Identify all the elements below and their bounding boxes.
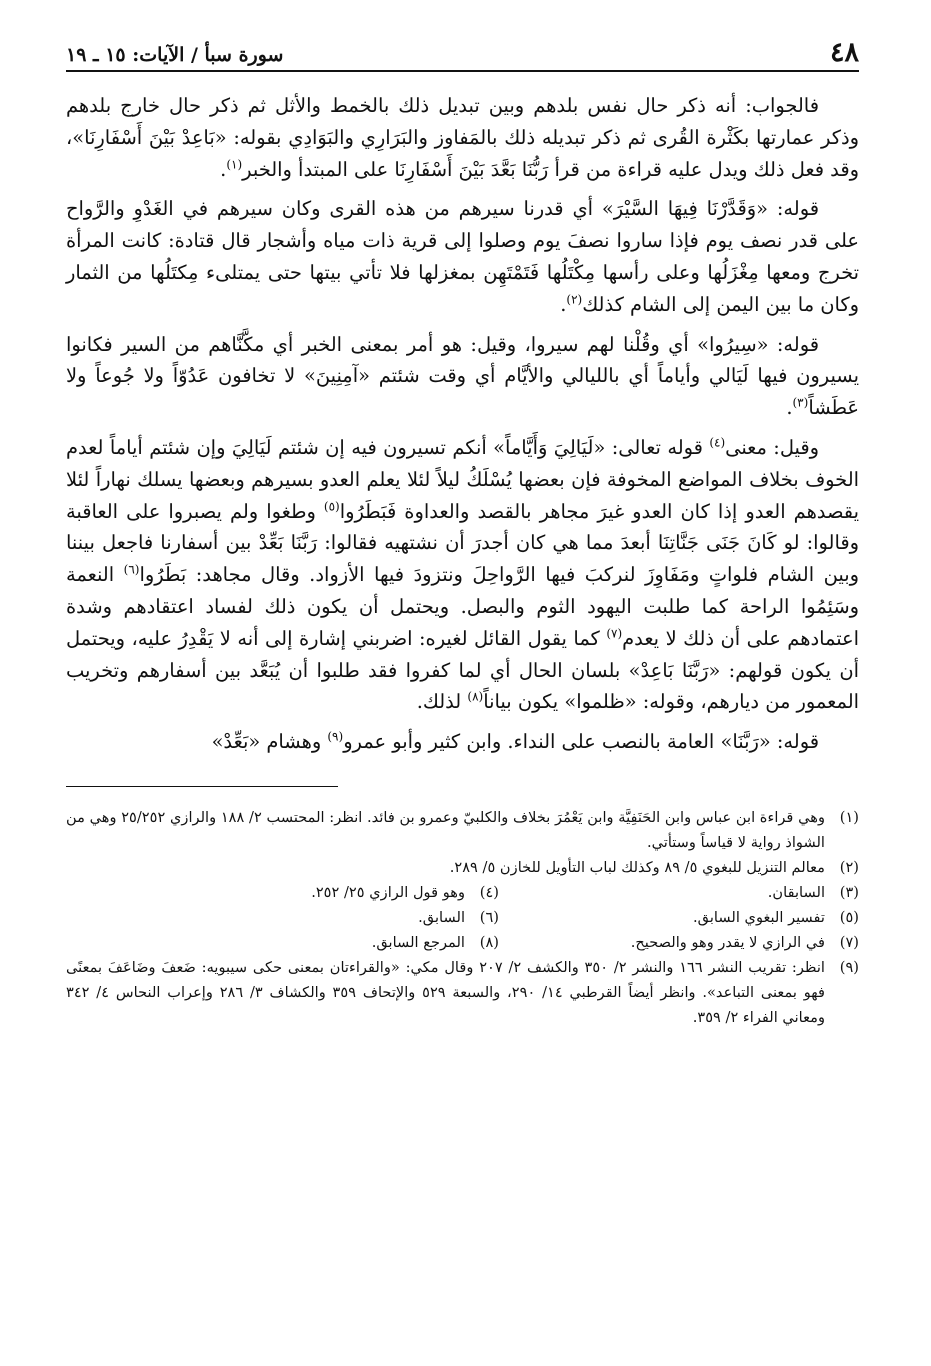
main-text: [66, 90, 859, 758]
footnote-pair: (٥) تفسير البغوي السابق. (٦) السابق.: [418, 908, 859, 926]
footnote-ref: (٣): [792, 395, 809, 410]
footnote: (٩) انظر: تقريب النشر ١٦٦ والنشر ٢/ ٣٥٠ والكشف ٢/ ٢٠٧ وقال مكي: «والقراءتان بمعنى حكى سيبويه: ضَعفَ وضَاعَفَ بمعنًى فهو بمعنى التباعد». وانظر أيضاً القرطبي ١٤/ ٢٩٠، والسبعة ٥٢٩ والإتحاف ٣٥٩ والكشاف ٣/ ٢٨٦ وإعراب النحاس ٤/ ٣٤٢ ومعاني الفراء ٢/ ٣٥٩.: [66, 958, 859, 1026]
footnote-ref: (٩): [327, 729, 344, 744]
footnote-pair: (٣) السابقان. (٤) وهو قول الرازي ٢٥/ ٢٥٢.: [311, 883, 859, 901]
footnotes: [66, 805, 859, 1030]
page-number: ٤٨: [829, 37, 859, 68]
footnote-ref: (٦): [123, 562, 140, 577]
footnote-ref: (٧): [606, 626, 623, 641]
paragraph: قوله: «وَقَدَّرْنَا فِيهَا السَّيْرَ» أي قدرنا سيرهم من هذه القرى وكان سيرهم في الغَدْوِ والرَّواح على قدر نصف يوم فإذا ساروا نصفَ يوم وصلوا إلى قرية ذات مياه وأشجار قال قتادة: كانت المرأة تخرج ومعها مِغْزَلُها وعلى رأسها مِكْتَلُها فَتَمْتَهِن بمغزلها فلا تأتي بيتها حتى يمتلىء مِكتَلُها من الثمار وكان ما بين اليمن إلى الشام كذلك$^{(٢)}$.: [66, 197, 859, 316]
footnote: (٢) معالم التنزيل للبغوي ٥/ ٨٩ وكذلك لباب التأويل للخازن ٥/ ٢٨٩.: [449, 858, 859, 876]
paragraph: قوله: «سِيرُوا» أي وقُلْنا لهم سيروا، وقيل: هو أمر بمعنى الخبر أي مكَّنَّاهم من السير فكانوا يسيرون فيها لَيَالي وأياماً أي بالليالي والأيَّام أي وقت شئتم «آمِنِينَ» لا تخافون عَدُوّاً ولا جُوعاً ولا عَطَشاً$^{(٣)}$.: [66, 332, 859, 420]
footnote-ref: (٤): [709, 435, 726, 450]
paragraph: قوله: «رَبَّنَا» العامة بالنصب على النداء. وابن كثير وأبو عمرو$^{(٩)}$ وهشام «بَعِّدْ»: [211, 729, 819, 754]
footnote-divider: [66, 786, 338, 787]
footnote-ref: (٥): [323, 499, 340, 514]
footnote-ref: (٨): [467, 689, 484, 704]
running-title: سورة سبأ / الآيات: ١٥ ـ ١٩: [66, 44, 284, 66]
footnote: (١) وهي قراءة ابن عباس وابن الحَنَفِيَّة وابن يَعْمُرَ بخلاف والكلبيّ وعمرو بن فائد. انظر: المحتسب ٢/ ١٨٨ والرازي ٢٥/٢٥٢ وهي من الشواذ رواية لا قياساً وستأتي.: [66, 808, 859, 851]
footnote-ref: (١): [226, 157, 243, 172]
footnote-ref: (٢): [566, 292, 583, 307]
page-header: [66, 34, 859, 72]
footnote-pair: (٧) في الرازي لا يقدر وهو والصحيح. (٨) المرجع السابق.: [371, 933, 859, 951]
paragraph: فالجواب: أنه ذكر حال نفس بلدهم وبين تبديل ذلك بالخمط والأثل ثم ذكر حال خارج بلدهم وذكر عمارتها بكَثْرة القُرى ثم ذكر تبديله ذلك بالمَفاوز والبَرَارِي والبَوَادِي بقوله: «بَاعِدْ بَيْنَ أَسْفَارِنَا»، وقد فعل ذلك ويدل عليه قراءة من قرأ رَبُّنَا بَعَّدَ بَيْنَ أَسْفَارِنَا على المبتدأ والخبر$^{(١)}$.: [66, 94, 859, 181]
paragraph: وقيل: معنى$^{(٤)}$ قوله تعالى: «لَيَالِيَ وَأَيَّاماً» أنكم تسيرون فيه إن شئتم لَيَالِيَ وإن شئتم أياماً لعدم الخوف بخلاف المواضع المخوفة فإن بعضها يُسْلَكُ ليلاً لئلا يعلم العدو بسيرهم وبعضها يسلك نهاراً لئلا يقصدهم العدو إذا كان العدو غيرَ مجاهر بالقصد والعداوة فَبَطَرُوا$^{(٥)}$ وطغوا ولم يصبروا على العاقبة وقالوا: لو كَانَ جَنَى جَنَّاتِنَا أبعدَ مما هي كان أجدرَ أن نشتهيه فقالوا: رَبَّنَا بَعِّدْ بين أسفارنا فاجعل بيننا وبين الشام فلواتٍ ومَفَاوِزَ لنركبَ فيها الرَّواحِلَ ونتزودَ فيها الأزواد. وقال مجاهد: بَطَرُوا$^{(٦)}$ النعمة وسَئِمُوا الراحة كما طلبت اليهود الثوم والبصل. ويحتمل أن يكون ذلك لفساد اعتقادهم وشدة اعتمادهم على أن ذلك لا يعدم$^{(٧)}$ كما يقول القائل لغيره: اضربني إشارة إلى أنه لا يَقْدِرُ عليه، ويحتمل أن يكون قولهم: «رَبَّنَا بَاعِدْ» بلسان الحال أي لما كفروا فقد طلبوا أن يُبَعَّد بين أسفارهم وتخريب المعمور من ديارهم، وقوله: «ظلموا» يكون بياناً$^{(٨)}$ لذلك.: [66, 435, 860, 714]
